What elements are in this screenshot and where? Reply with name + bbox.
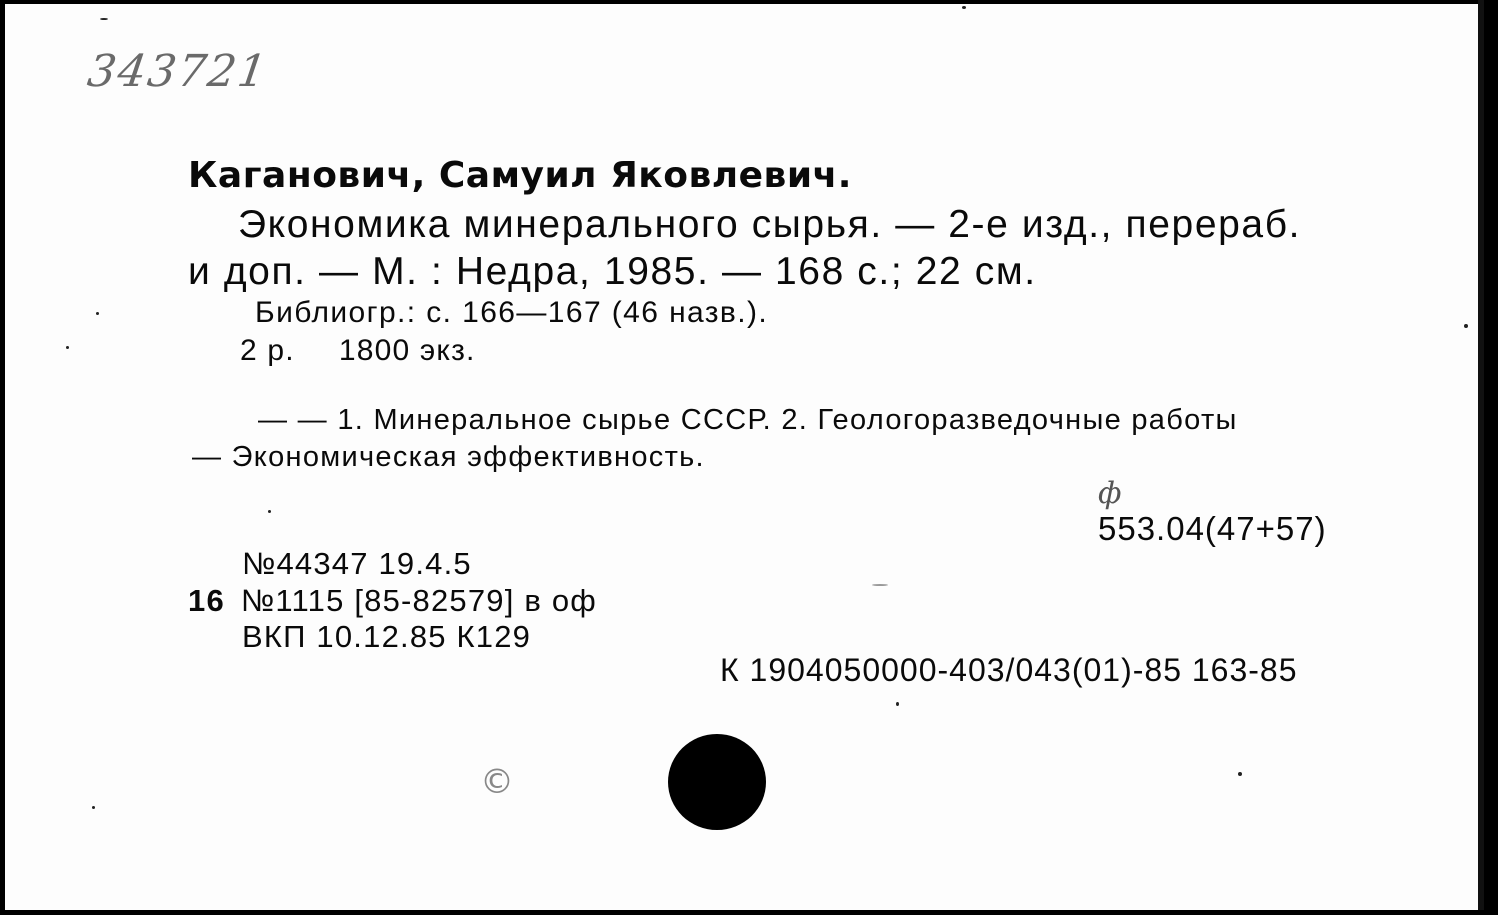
handwritten-inventory-number: 343721: [84, 46, 272, 97]
subjects-line-2: — Экономическая эффективность.: [192, 441, 705, 473]
scan-speck: [96, 312, 99, 315]
title-line-1: Экономика минерального сырья. — 2-е изд., перераб.: [238, 203, 1302, 246]
scan-speck: [268, 510, 271, 513]
copyright-mark: ©: [480, 762, 514, 802]
scan-speck: [100, 18, 108, 20]
copies: 1800 экз.: [338, 334, 476, 367]
scan-edge-right: [1484, 0, 1498, 915]
card-punch-hole: [668, 734, 766, 830]
scan-speck: [66, 346, 69, 349]
scan-speck: [1464, 324, 1468, 328]
udc-classification: 553.04(47+57): [1098, 510, 1327, 547]
scan-edge-left: [0, 0, 5, 915]
author-heading: Каганович, Самуил Яковлевич.: [188, 155, 852, 196]
scan-speck: [92, 806, 95, 809]
pencil-mark: ф: [1098, 476, 1122, 511]
price: 2 р.: [240, 334, 295, 367]
control-line-2-text: №1115 [85-82579] в оф: [240, 583, 597, 618]
title-line-2: и доп. — М. : Недра, 1985. — 168 с.; 22 см.: [188, 250, 1037, 293]
bibliography-note: Библиогр.: с. 166—167 (46 назв.).: [255, 296, 769, 329]
scan-edge-bottom: [0, 910, 1498, 915]
scan-speck: [1238, 772, 1242, 776]
control-line-2-prefix: 16: [188, 583, 225, 618]
scan-speck: [872, 584, 888, 586]
scan-edge-top: [0, 0, 1498, 4]
scan-speck: [896, 702, 899, 706]
scan-speck: [962, 6, 966, 9]
control-line-2: [188, 583, 597, 619]
price-and-copies: [240, 334, 476, 368]
isbn-code-line: К 1904050000-403/043(01)-85 163-85: [720, 652, 1298, 688]
subjects-line-1: — — 1. Минеральное сырье СССР. 2. Геологоразведочные работы: [258, 404, 1238, 436]
control-line-3: ВКП 10.12.85 К129: [242, 619, 532, 654]
control-line-1: №44347 19.4.5: [242, 546, 472, 581]
